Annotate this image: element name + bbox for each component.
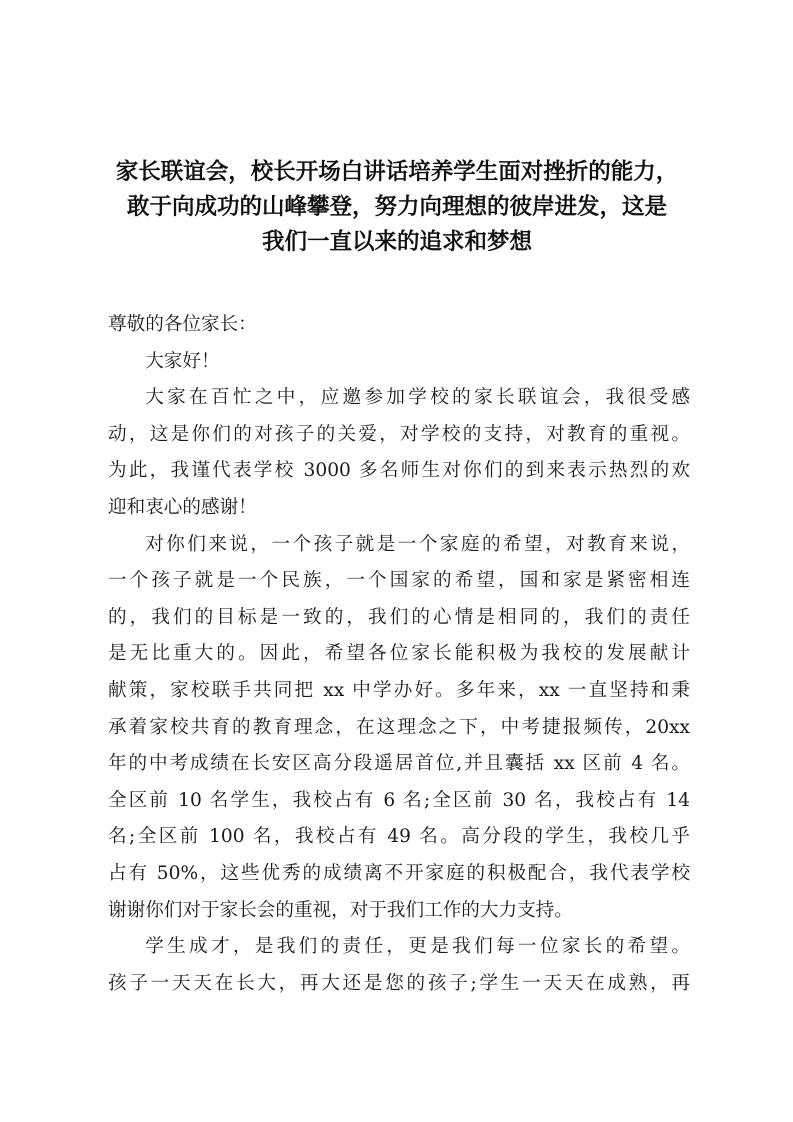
- achievements-paragraph: [108, 527, 690, 930]
- text-line: 承着家校共育的教育理念，在这理念之下，中考捷报频传，20xx: [108, 716, 690, 738]
- text-line: 是无比重大的。因此，希望各位家长能积极为我校的发展献计: [108, 643, 690, 665]
- text-line: 孩子一天天在长大，再大还是您的孩子;学生一天天在成熟，再: [108, 972, 690, 994]
- text-line: 大家在百忙之中，应邀参加学校的家长联谊会，我很受感: [145, 387, 690, 409]
- text-line: 迎和衷心的感谢！: [108, 496, 257, 518]
- title-line: 我们一直以来的追求和梦想: [261, 229, 532, 255]
- text-line: 全区前 10 名学生，我校占有 6 名;全区前 30 名，我校占有 14: [108, 789, 690, 811]
- welcome-paragraph: [108, 380, 690, 526]
- document-title: [104, 155, 690, 260]
- salutation: [108, 307, 690, 344]
- title-line: 敢于向成功的山峰攀登，努力向理想的彼岸进发，这是: [126, 194, 667, 220]
- text-line: 谢谢你们对于家长会的重视，对于我们工作的大力支持。: [108, 899, 573, 921]
- text-line: 学生成才，是我们的责任，更是我们每一位家长的希望。: [145, 936, 690, 958]
- text-line: 动，这是你们的对孩子的关爱，对学校的支持，对教育的重视。: [108, 423, 690, 445]
- text-line: 年的中考成绩在长安区高分段遥居首位,并且囊括 xx 区前 4 名。: [108, 753, 690, 775]
- document-body: [108, 307, 690, 1002]
- text-line: 尊敬的各位家长：: [108, 314, 257, 335]
- title-line: 家长联谊会，校长开场白讲话培养学生面对挫折的能力，: [115, 159, 679, 185]
- text-line: 名;全区前 100 名，我校占有 49 名。高分段的学生，我校几乎: [108, 826, 690, 848]
- text-line: 一个孩子就是一个民族，一个国家的希望，国和家是紧密相连: [108, 570, 690, 592]
- greeting-paragraph: [108, 344, 690, 381]
- text-line: 对你们来说，一个孩子就是一个家庭的希望，对教育来说，: [145, 533, 690, 555]
- text-line: 占有 50%，这些优秀的成绩离不开家庭的积极配合，我代表学校: [108, 862, 690, 884]
- growth-paragraph: [108, 929, 690, 1002]
- text-line: 的，我们的目标是一致的，我们的心情是相同的，我们的责任: [108, 606, 690, 628]
- text-line: 献策，家校联手共同把 xx 中学办好。多年来，xx 一直坚持和秉: [108, 679, 690, 701]
- text-line: 为此，我谨代表学校 3000 多名师生对你们的到来表示热烈的欢: [108, 460, 690, 482]
- text-line: 大家好！: [145, 350, 220, 372]
